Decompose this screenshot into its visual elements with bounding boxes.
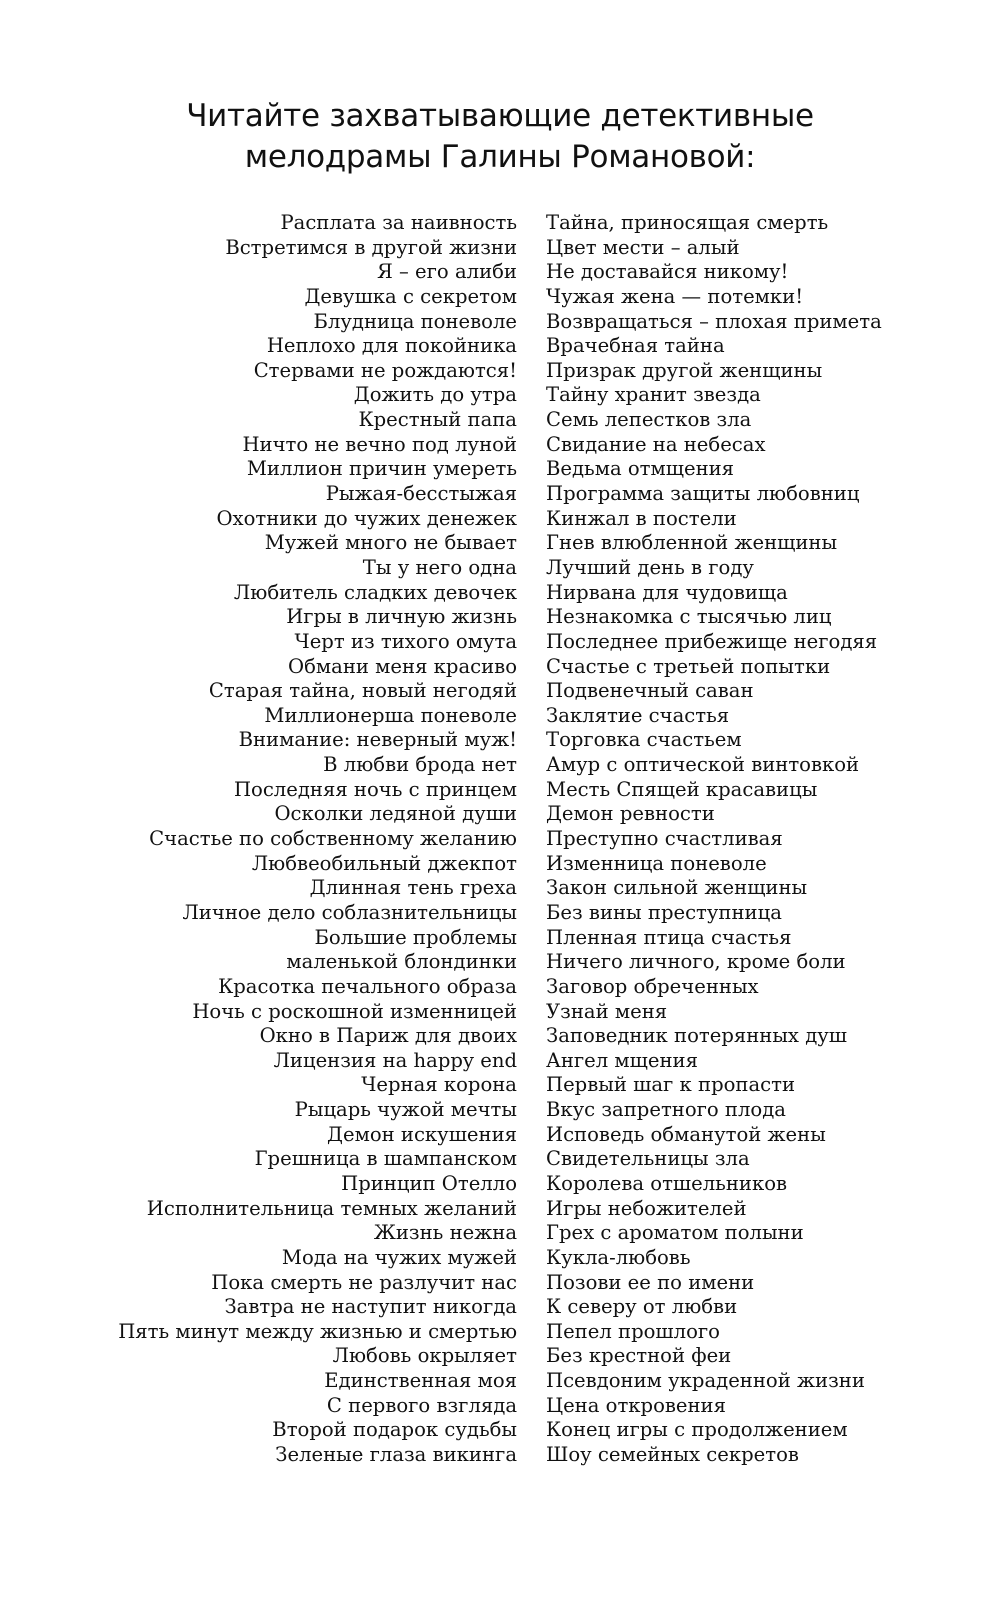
book-title: Преступно счастливая [546,827,783,851]
book-title: Счастье с третьей попытки [546,654,831,678]
book-title: Тайна, приносящая смерть [546,211,829,234]
book-title: Зеленые глаза викинга [275,1443,517,1467]
book-title: Демон ревности [546,802,715,826]
book-title: Ничего личного, кроме боли [546,950,846,974]
book-title: Ночь с роскошной изменницей [192,999,517,1023]
book-title: Пленная птица счастья [546,925,792,949]
book-title: Без крестной феи [546,1344,732,1368]
book-title: Тайну хранит звезда [546,383,761,407]
book-title: Подвенечный саван [546,679,754,703]
book-title: С первого взгляда [326,1393,517,1417]
book-title: Вкус запретного плода [546,1098,786,1122]
book-title: Торговка счастьем [546,728,742,752]
book-title: Нирвана для чудовища [546,580,788,604]
book-title: Заклятие счастья [546,703,730,727]
book-title: Цвет мести – алый [546,235,740,259]
book-title: Псевдоним украденной жизни [546,1369,865,1393]
book-title: Заговор обреченных [546,974,759,998]
book-title: Черт из тихого омута [294,629,517,653]
book-title: Свидетельницы зла [546,1147,750,1171]
page-heading [0,96,1000,178]
book-title: Второй подарок судьбы [272,1418,517,1442]
book-title: Мужей много не бывает [264,531,517,555]
book-title: Миллионерша поневоле [264,703,517,727]
book-title: Дожить до утра [353,383,517,407]
book-title: Принцип Отелло [341,1171,517,1195]
book-title: Без вины преступница [546,900,782,924]
book-title: Миллион причин умереть [246,457,517,481]
book-title: Рыцарь чужой мечты [294,1098,517,1122]
book-title: Незнакомка с тысячью лиц [546,605,832,629]
book-title: Не доставайся никому! [546,260,789,284]
book-title: Амур с оптической винтовкой [546,753,860,777]
book-title: Ты у него одна [362,555,517,579]
book-title: Неплохо для покойника [266,334,517,358]
book-title: Свидание на небесах [546,432,766,456]
book-title: Узнай меня [546,999,668,1023]
book-title: Я – его алиби [376,260,517,284]
book-title: Расплата за наивность [280,211,517,234]
titles-right-column [546,211,882,1468]
book-title: Грешница в шампанском [254,1147,517,1171]
book-title: Ничто не вечно под луной [242,432,517,456]
book-title: Последнее прибежище негодяя [546,629,878,653]
book-title: Охотники до чужих денежек [216,506,517,530]
book-title: Ведьма отмщения [546,457,735,481]
book-title: Королева отшельников [546,1171,788,1195]
heading-line-2: мелодрамы Галины Романовой: [244,139,756,175]
book-title: Любовь окрыляет [332,1344,517,1368]
book-title: Большие проблемы [314,925,517,949]
book-title: Кинжал в постели [546,506,737,530]
book-title: Чужая жена — потемки! [546,284,804,308]
book-title: Любитель сладких девочек [233,580,517,604]
book-title: Окно в Париж для двоих [259,1024,517,1048]
book-title: Призрак другой женщины [546,358,823,382]
book-title: Пока смерть не разлучит нас [211,1270,517,1294]
book-title: Шоу семейных секретов [546,1443,799,1467]
book-title: Демон искушения [327,1122,517,1146]
book-title: Игры небожителей [546,1196,747,1220]
book-title: Пять минут между жизнью и смертью [118,1319,517,1343]
heading-line-1: Читайте захватывающие детективные [186,98,814,134]
book-title: Ангел мщения [546,1048,698,1072]
book-title: Лучший день в году [546,555,754,579]
book-title: Гнев влюбленной женщины [546,531,838,555]
book-title: маленькой блондинки [286,950,517,974]
book-title: Блудница поневоле [313,309,517,333]
book-title: Цена откровения [546,1393,726,1417]
book-title: Месть Спящей красавицы [546,777,818,801]
book-title: Стервами не рождаются! [253,358,517,382]
book-title: Врачебная тайна [546,334,725,358]
book-title: Жизнь нежна [373,1221,517,1245]
titles-left-column [118,211,517,1468]
book-title: Длинная тень греха [309,876,517,900]
book-title: Заповедник потерянных душ [546,1024,848,1048]
book-title: Встретимся в другой жизни [225,235,517,259]
book-title: Завтра не наступит никогда [224,1295,517,1319]
book-title: Пепел прошлого [546,1319,720,1343]
book-title: Возвращаться – плохая примета [546,309,882,333]
book-title: Программа защиты любовниц [546,482,860,506]
book-title: Закон сильной женщины [546,876,808,900]
book-title: Любвеобильный джекпот [251,851,517,875]
book-title: Счастье по собственному желанию [149,827,517,851]
book-title: Игры в личную жизнь [286,605,517,629]
book-title: Единственная моя [324,1369,517,1393]
book-title: Первый шаг к пропасти [546,1073,796,1097]
book-title: Осколки ледяной души [274,802,517,826]
book-title: Личное дело соблазнительницы [182,900,517,924]
book-title: Исповедь обманутой жены [546,1122,826,1146]
book-title: Конец игры с продолжением [546,1418,848,1442]
book-title: Черная корона [361,1073,517,1097]
book-title: Исполнительница темных желаний [146,1196,517,1220]
book-title: Лицензия на happy end [273,1048,517,1072]
book-title: Красотка печального образа [218,974,517,998]
book-title: Рыжая-бесстыжая [325,482,517,506]
book-title: В любви брода нет [323,753,517,777]
book-title: К северу от любви [546,1295,738,1319]
book-title: Внимание: неверный муж! [238,728,517,752]
book-title: Девушка с секретом [304,284,517,308]
book-title: Старая тайна, новый негодяй [208,679,517,703]
book-title: Грех с ароматом полыни [546,1221,804,1245]
book-title: Крестный папа [358,408,517,432]
book-title: Последняя ночь с принцем [233,777,517,801]
book-title: Мода на чужих мужей [281,1245,517,1269]
book-title: Семь лепестков зла [546,408,752,432]
book-title: Кукла-любовь [546,1245,691,1269]
book-title: Обмани меня красиво [288,654,517,678]
book-title: Позови ее по имени [546,1270,755,1294]
book-title: Изменница поневоле [546,851,767,875]
